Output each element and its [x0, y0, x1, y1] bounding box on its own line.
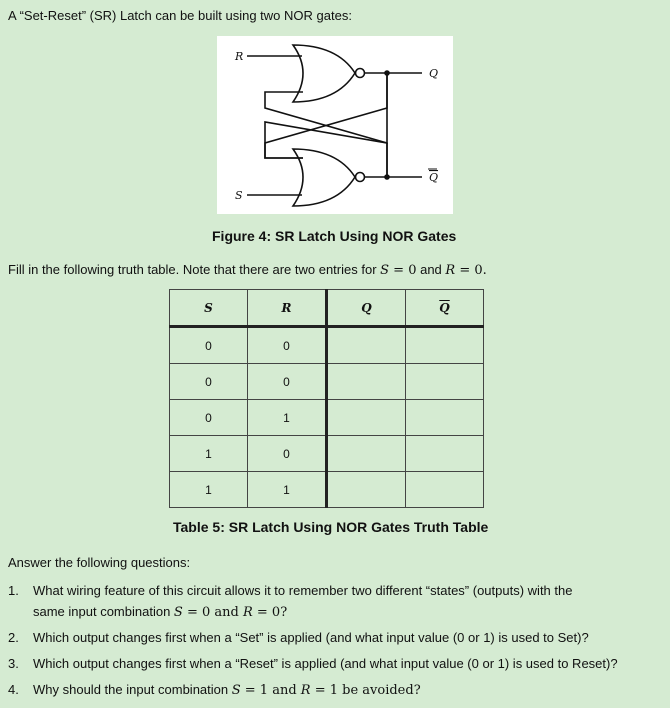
cell-s: 0 [170, 327, 248, 364]
cell-qbar-input[interactable] [406, 472, 484, 508]
nor-bubble-bottom [356, 173, 365, 182]
wire-cross-a [265, 92, 387, 177]
questions-header: Answer the following questions: [8, 555, 191, 570]
table-row [170, 472, 484, 508]
cell-s: 1 [170, 472, 248, 508]
header-r: R [248, 290, 327, 327]
cell-r: 0 [248, 436, 327, 472]
label-q: Q [429, 67, 439, 80]
label-r: R [235, 50, 244, 63]
truth-table [169, 289, 484, 508]
question-1: 1. What wiring feature of this circuit allows it to remember two different “states” (outputs) with the [8, 583, 573, 598]
wire-cross-b [265, 73, 387, 158]
cell-s: 1 [170, 436, 248, 472]
question-number: 2. [8, 630, 19, 645]
nor-bubble-top [356, 69, 365, 78]
truth-table-header-row [170, 290, 484, 327]
cell-qbar-input[interactable] [406, 364, 484, 400]
sr-latch-schematic [217, 36, 453, 214]
question-4: 4. Why should the input combination S = 1 and R = 1 be avoided? [8, 682, 421, 698]
header-s: S [170, 290, 248, 327]
question-2: 2. Which output changes first when a “Set” is applied (and what input value (0 or 1) is used to Set)? [8, 630, 589, 645]
header-q: Q [327, 290, 406, 327]
cell-r: 0 [248, 327, 327, 364]
cell-qbar-input[interactable] [406, 327, 484, 364]
cell-qbar-input[interactable] [406, 400, 484, 436]
question-number: 4. [8, 682, 19, 697]
label-qbar: Q [429, 171, 439, 184]
cell-q-input[interactable] [327, 364, 406, 400]
cell-s: 0 [170, 364, 248, 400]
table-row [170, 436, 484, 472]
sr-latch-figure [217, 36, 453, 214]
cell-q-input[interactable] [327, 327, 406, 364]
intro-text: A “Set-Reset” (SR) Latch can be built using two NOR gates: [8, 8, 352, 23]
table-caption: Table 5: SR Latch Using NOR Gates Truth Table [173, 519, 489, 535]
header-qbar: $\overline{Q}$ [406, 290, 484, 327]
cell-q-input[interactable] [327, 400, 406, 436]
nor-gate-top [293, 45, 355, 102]
cell-s: 0 [170, 400, 248, 436]
cell-q-input[interactable] [327, 472, 406, 508]
question-1-line2: same input combination S = 0 and R = 0? [33, 604, 288, 620]
wire-feedback-q [265, 73, 387, 158]
table-row [170, 400, 484, 436]
question-number: 3. [8, 656, 19, 671]
cell-q-input[interactable] [327, 436, 406, 472]
wire-feedback-qbar-path [265, 92, 387, 177]
table-row [170, 327, 484, 364]
junction-dot-qbar [384, 174, 390, 180]
cell-r: 0 [248, 364, 327, 400]
cell-r: 1 [248, 400, 327, 436]
instruction-text: Fill in the following truth table. Note that there are two entries for S = 0 and R = 0. [8, 262, 487, 278]
junction-dot-q [384, 70, 390, 76]
question-3: 3. Which output changes first when a “Reset” is applied (and what input value (0 or 1) is used to Reset)? [8, 656, 618, 671]
question-number: 1. [8, 583, 19, 598]
table-row [170, 364, 484, 400]
cell-r: 1 [248, 472, 327, 508]
label-s: S [235, 189, 243, 202]
cell-qbar-input[interactable] [406, 436, 484, 472]
figure-caption: Figure 4: SR Latch Using NOR Gates [212, 228, 457, 244]
